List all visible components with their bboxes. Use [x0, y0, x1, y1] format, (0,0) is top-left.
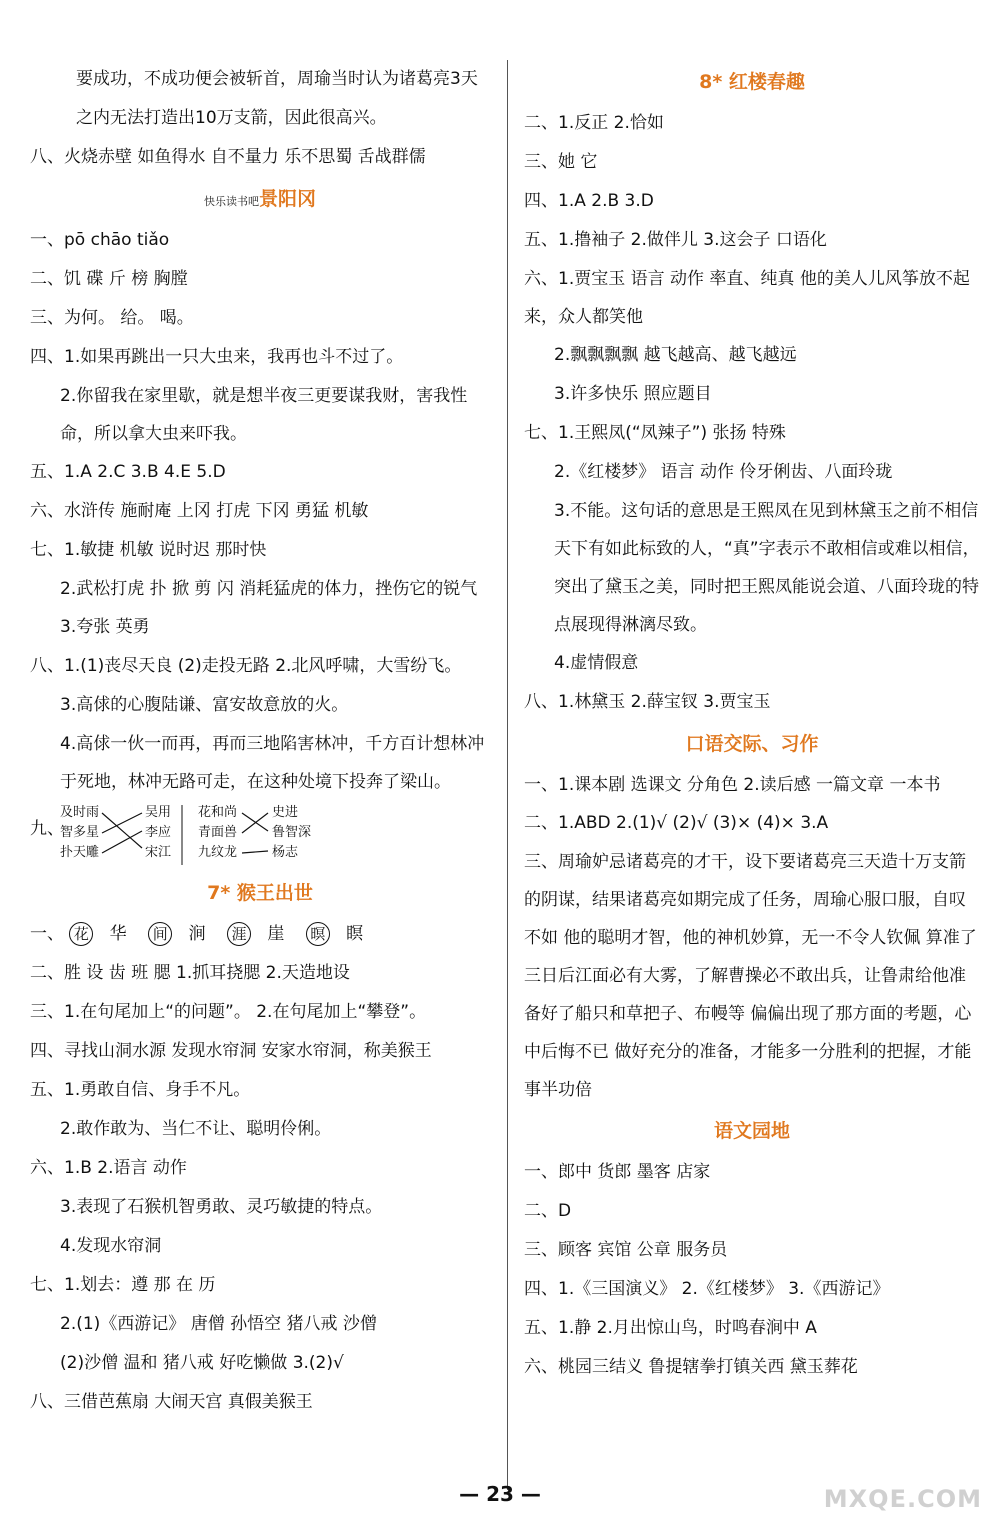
- text-line: 六、1.贾宝玉 语言 动作 率直、纯真 他的美人儿风筝放不起来，众人都笑他: [524, 269, 970, 327]
- text-line: 2.《红楼梦》 语言 动作 伶牙俐齿、八面玲珑: [554, 462, 893, 482]
- text-line: 三、她 它: [524, 152, 598, 172]
- text-line: 四、1.如果再跳出一只大虫来，我再也斗不过了。: [30, 347, 404, 367]
- text-line: 一、郎中 货郎 墨客 店家: [524, 1162, 711, 1182]
- column-divider: [507, 60, 508, 1490]
- text-line: 八、1.(1)丧尽天良 (2)走投无路 2.北风呼啸，大雪纷飞。: [30, 656, 462, 676]
- text-line: 3.表现了石猴机智勇敢、灵巧敏捷的特点。: [60, 1197, 383, 1217]
- text-line: 六、桃园三结义 鲁提辖拳打镇关西 黛玉葬花: [524, 1357, 858, 1377]
- text-line: 七、1.王熙凤(“凤辣子”) 张扬 特殊: [524, 423, 786, 443]
- watermark: MXQE.COM: [823, 1485, 982, 1513]
- text-line: 七、1.敏捷 机敏 说时迟 那时快: [30, 540, 267, 560]
- section-title: 景阳冈: [258, 188, 316, 210]
- text-line: 三、为何。 给。 喝。: [30, 308, 194, 328]
- matching-exercise: [30, 801, 490, 871]
- circled-char: 暝: [306, 922, 330, 946]
- text-line: 一、pō chāo tiǎo: [30, 230, 170, 250]
- right-column: [524, 60, 980, 1387]
- text-line: 二、D: [524, 1201, 572, 1221]
- text-line: 二、1.反正 2.恰如: [524, 113, 664, 133]
- question-number: 一、: [30, 924, 64, 944]
- text-line: 2.你留我在家里歇，就是想半夜三更要谋我财，害我性命，所以拿大虫来吓我。: [60, 386, 468, 444]
- section-heading: 口语交际、习作: [685, 733, 819, 755]
- section-heading: [30, 177, 490, 221]
- match-item: 宋江: [145, 845, 172, 860]
- text-line: 五、1.静 2.月出惊山鸟，时鸣春涧中 A: [524, 1318, 817, 1338]
- text-line: 4.发现水帘洞: [60, 1236, 162, 1256]
- circled-char: 涯: [227, 922, 251, 946]
- page-number: — 23 —: [459, 1482, 541, 1506]
- text-line: 3.夸张 英勇: [60, 617, 150, 637]
- text-line: 2.敢作敢为、当仁不让、聪明伶俐。: [60, 1119, 332, 1139]
- char: 涧: [188, 924, 206, 944]
- text-line: 2.飘飘飘飘 越飞越高、越飞越远: [554, 345, 797, 365]
- text-line: 四、1.《三国演义》 2.《红楼梦》 3.《西游记》: [524, 1279, 890, 1299]
- text-line: 四、寻找山洞水源 发现水帘洞 安家水帘洞，称美猴王: [30, 1041, 432, 1061]
- text-line: 之内无法打造出10万支箭，因此很高兴。: [76, 108, 387, 128]
- text-line: 五、1.A 2.C 3.B 4.E 5.D: [30, 462, 226, 482]
- text-line: 要成功，不成功便会被斩首，周瑜当时认为诸葛亮3天: [76, 69, 478, 89]
- match-item: 花和尚: [198, 805, 238, 820]
- text-line: 4.高俅一伙一而再，再而三地陷害林冲，千方百计想林冲于死地，林冲无路可走，在这种处境下投奔了梁山。: [60, 734, 485, 792]
- text-line: 二、1.ABD 2.(1)√ (2)√ (3)× (4)× 3.A: [524, 813, 829, 833]
- text-line: 四、1.A 2.B 3.D: [524, 191, 654, 211]
- match-item: 及时雨: [60, 805, 100, 820]
- text-line: 八、三借芭蕉扇 大闹天宫 真假美猴王: [30, 1392, 313, 1412]
- match-item: 青面兽: [198, 825, 238, 840]
- text-line: 五、1.撸袖子 2.做伴儿 3.这会子 口语化: [524, 230, 827, 250]
- text-line: 2.(1)《西游记》 唐僧 孙悟空 猪八戒 沙僧: [60, 1314, 377, 1334]
- section-heading: 8* 红楼春趣: [699, 71, 805, 93]
- question-number: 九、: [30, 819, 64, 839]
- match-item: 李应: [145, 825, 172, 840]
- char: 崖: [267, 924, 285, 944]
- section-heading: 语文园地: [713, 1120, 790, 1142]
- text-line: 六、水浒传 施耐庵 上冈 打虎 下冈 勇猛 机敏: [30, 501, 369, 521]
- match-item: 九纹龙: [198, 845, 238, 860]
- left-column: [30, 60, 490, 1422]
- match-item: 鲁智深: [272, 825, 312, 840]
- match-item: 扑天雕: [60, 845, 100, 860]
- text-line: 3.许多快乐 照应题目: [554, 384, 712, 404]
- match-item: 史进: [272, 805, 299, 820]
- text-line: 二、饥 碟 斤 榜 胸膛: [30, 269, 188, 289]
- text-line: 4.虚情假意: [554, 653, 639, 673]
- match-item: 杨志: [272, 845, 299, 860]
- text-line: 六、1.B 2.语言 动作: [30, 1158, 187, 1178]
- section-subtitle: 快乐读书吧: [203, 195, 259, 208]
- text-line: [30, 915, 490, 954]
- text-line: 三、1.在句尾加上“的问题”。 2.在句尾加上“攀登”。: [30, 1002, 427, 1022]
- section-heading: 7* 猴王出世: [207, 882, 313, 904]
- match-item: 智多星: [60, 825, 100, 840]
- text-line: 五、1.勇敢自信、身手不凡。: [30, 1080, 251, 1100]
- text-line: 八、火烧赤壁 如鱼得水 自不量力 乐不思蜀 舌战群儒: [30, 147, 426, 167]
- circled-char: 间: [148, 922, 172, 946]
- circled-char: 花: [69, 922, 93, 946]
- text-line: 一、1.课本剧 选课文 分角色 2.读后感 一篇文章 一本书: [524, 775, 941, 795]
- text-line: 三、周瑜妒忌诸葛亮的才干，设下要诸葛亮三天造十万支箭的阴谋，结果诸葛亮如期完成了任务，周瑜心服口服，自叹不如 他的聪明才智，他的神机妙算，无一不令人钦佩 算准了三日后江面必有大雾，了解曹操必不敢出兵，让鲁肃给他准备好了船只和草把子、布幔等 偏偏出现了那方面的考题，心中后悔不已 做好充分的准备，才能多一分胜利的把握，才能事半功倍: [524, 852, 977, 1100]
- text-line: 3.不能。这句话的意思是王熙凤在见到林黛玉之前不相信天下有如此标致的人，“真”字表示不敢相信或难以相信，突出了黛玉之美，同时把王熙凤能说会道、八面玲珑的特点展现得淋漓尽致。: [554, 501, 980, 635]
- text-line: 3.高俅的心腹陆谦、富安故意放的火。: [60, 695, 349, 715]
- char: 华: [109, 924, 127, 944]
- match-item: 吴用: [145, 805, 172, 820]
- text-line: 三、顾客 宾馆 公章 服务员: [524, 1240, 728, 1260]
- text-line: 七、1.划去：遵 那 在 历: [30, 1275, 216, 1295]
- char: 瞑: [346, 924, 364, 944]
- text-line: (2)沙僧 温和 猪八戒 好吃懒做 3.(2)√: [60, 1353, 344, 1373]
- text-line: 二、胜 设 齿 班 腮 1.抓耳挠腮 2.天造地设: [30, 963, 350, 983]
- text-line: 2.武松打虎 扑 掀 剪 闪 消耗猛虎的体力，挫伤它的锐气: [60, 579, 478, 599]
- text-line: 八、1.林黛玉 2.薛宝钗 3.贾宝玉: [524, 692, 771, 712]
